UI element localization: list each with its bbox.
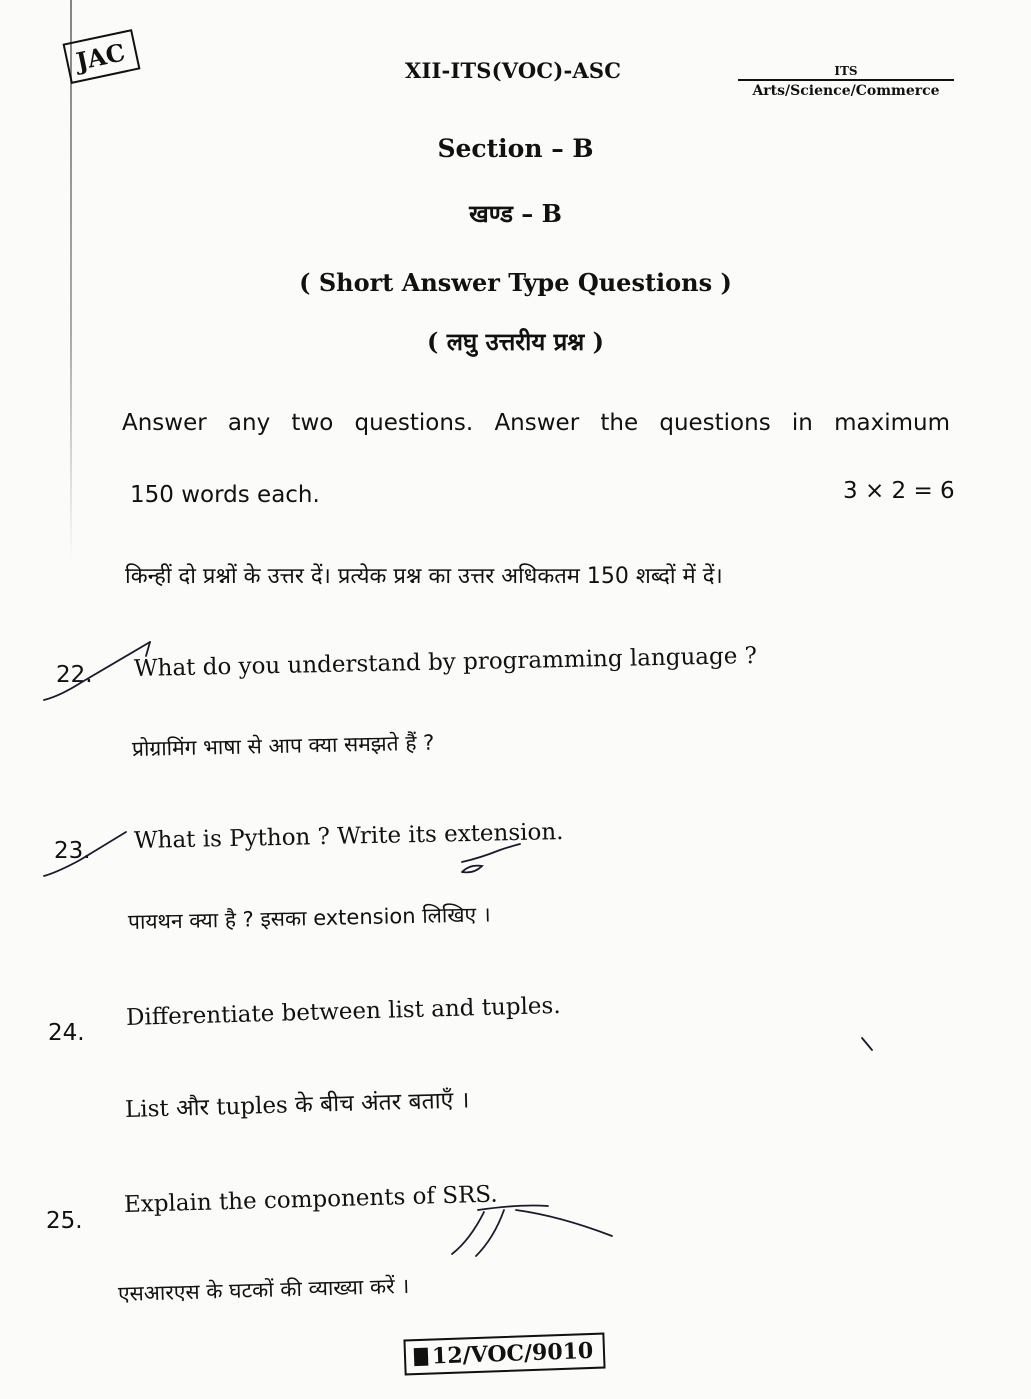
instruction-en-line2: 150 words each.: [130, 482, 320, 508]
section-type-hi: ( लघु उत्तरीय प्रश्न ): [427, 327, 604, 356]
question-number: 25.: [46, 1208, 83, 1234]
section-title-en: Section – B: [437, 134, 594, 163]
footer-code: 12/VOC/9010: [431, 1337, 594, 1370]
question-text-en: Explain the components of SRS.: [123, 1181, 498, 1218]
paper-code: XII-ITS(VOC)-ASC: [405, 58, 622, 83]
streams: Arts/Science/Commerce: [752, 83, 940, 99]
srs-scribble-1: [516, 1210, 612, 1236]
srs-scribble-3: [476, 1210, 504, 1256]
underline-extension-loop: [462, 866, 482, 873]
jac-logo: JAC: [63, 29, 141, 84]
question-text-hi: पायथन क्या है ? इसका extension लिखिए ।: [127, 902, 491, 934]
question-number: 22.: [56, 662, 93, 688]
question-text-en: Differentiate between list and tuples.: [125, 992, 561, 1031]
instruction-hi: किन्हीं दो प्रश्नों के उत्तर दें। प्रत्येक प्रश्न का उत्तर अधिकतम 150 शब्दों में दें।: [125, 564, 723, 589]
question-text-en: What is Python ? Write its extension.: [133, 819, 564, 854]
check-tail-22: [146, 642, 150, 656]
srs-scribble-2: [452, 1212, 484, 1254]
subject-short: ITS: [738, 64, 954, 81]
question-number: 23.: [54, 838, 91, 864]
section-title-hi: खण्ड – B: [469, 199, 562, 228]
question-text-hi: एसआरएस के घटकों की व्याख्या करें ।: [117, 1273, 410, 1306]
square-icon: [414, 1348, 429, 1366]
question-text-hi: List और tuples के बीच अंतर बताएँ ।: [124, 1087, 470, 1123]
section-type-en: ( Short Answer Type Questions ): [299, 268, 732, 297]
stray-mark: [862, 1038, 872, 1050]
footer-code-box: [403, 1332, 605, 1375]
question-text-en: What do you understand by programming language ?: [133, 642, 758, 682]
question-text-hi: प्रोग्रामिंग भाषा से आप क्या समझते हैं ?: [131, 730, 435, 761]
question-number: 24.: [48, 1020, 85, 1046]
instruction-en-line1: Answer any two questions. Answer the questions in maximum: [122, 410, 950, 436]
subject-box: [738, 64, 954, 99]
marks-distribution: 3 × 2 = 6: [843, 478, 955, 504]
